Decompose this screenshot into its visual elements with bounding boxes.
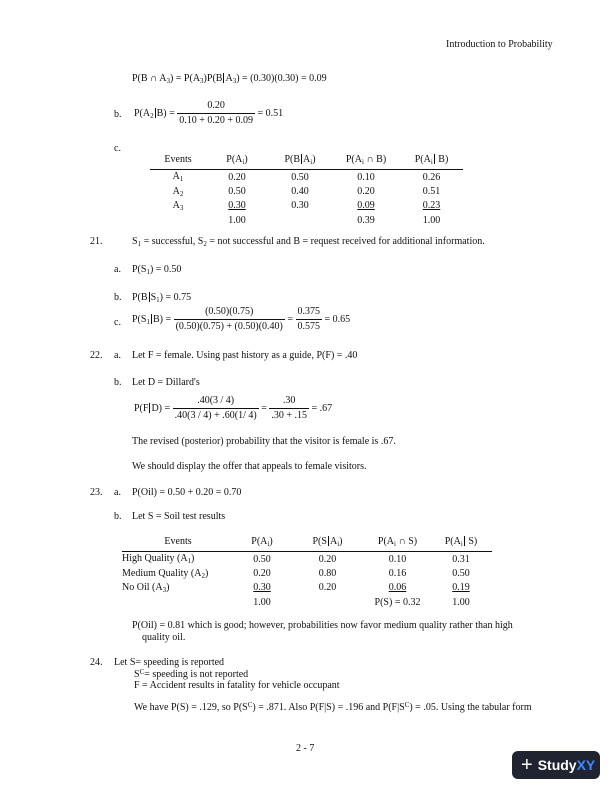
q22-fraction-2: $\frac{.30}{.30 + .15}$ bbox=[271, 395, 307, 421]
table-row: $A_2$ 0.50 0.40 0.20 0.51 bbox=[172, 185, 441, 198]
table-row: No Oil $(A_3)$ 0.30 0.20 0.06 0.19 bbox=[122, 582, 470, 595]
q23-b-label: b. bbox=[114, 511, 122, 522]
q22-b-equation: P(F D) = $\frac{.40(3 / 4)}{.40(3 / 4) + .60(1/ 4)}$ = $\frac{.30}{.30 + .15}$ = .67 bbox=[134, 395, 333, 421]
table-row: $A_1$ 0.20 0.50 0.10 0.26 bbox=[172, 171, 441, 184]
q24-line3: F = Accident results in fatality for vehicle occupant bbox=[134, 680, 340, 691]
q21-c-fraction-2: $\frac{0.375}{0.575}$ bbox=[297, 306, 321, 332]
table-row: Medium Quality $(A_2)$ 0.20 0.80 0.16 0.50 bbox=[122, 567, 470, 580]
q23-conclusion-cont: quality oil. bbox=[142, 632, 186, 643]
q22-conclusion-2: We should display the offer that appeals to female visitors. bbox=[132, 461, 367, 472]
q21-b-label: b. bbox=[114, 292, 122, 303]
q23-b-text: Let S = Soil test results bbox=[132, 511, 226, 522]
q23-number: 23. bbox=[90, 487, 103, 498]
q22-b-label: b. bbox=[114, 377, 122, 388]
q21-c-equation: $P(S_1$ B) = $\frac{(0.50)(0.75)}{(0.50)(0.75) + (0.50)(0.40)}$ = $\frac{0.375}{0.575}$ = 0.65 bbox=[132, 306, 351, 332]
table-header-row: Events $P(A_i)$ P(S $A_i$) $P(A_i$ ∩ S) $P(A_i$ S) bbox=[122, 535, 492, 552]
q20-b-fraction: $\frac{0.20}{0.10 + 0.20 + 0.09}$ bbox=[179, 100, 254, 126]
q20-table bbox=[150, 153, 463, 228]
q21-b-text: P(B $S_1) = 0.75$ bbox=[132, 292, 192, 304]
running-header: Introduction to Probability bbox=[446, 39, 553, 50]
table-total-row: 1.00 0.39 1.00 bbox=[228, 214, 441, 226]
table-total-row: 1.00 P(S) = 0.32 1.00 bbox=[253, 596, 470, 608]
q22-a-text: Let F = female. Using past history as a guide, P(F) = .40 bbox=[132, 350, 358, 361]
q23-a-label: a. bbox=[114, 487, 121, 498]
q22-b-text: Let D = Dillard's bbox=[132, 377, 200, 388]
q20-b-equation: $P(A_2$ B) = $\frac{0.20}{0.10 + 0.20 + 0.09}$ = 0.51 bbox=[134, 100, 284, 126]
q23-conclusion: P(Oil) = 0.81 which is good; however, probabilities now favor medium quality rather than high bbox=[132, 620, 513, 631]
q20-b-label: b. bbox=[114, 109, 122, 120]
q22-fraction-1: $\frac{.40(3 / 4)}{.40(3 / 4) + .60(1/ 4)}$ bbox=[174, 395, 257, 421]
page-number: 2 - 7 bbox=[296, 743, 315, 754]
q21-c-fraction-1: $\frac{(0.50)(0.75)}{(0.50)(0.75) + (0.50)(0.40)}$ bbox=[175, 306, 283, 332]
q22-a-label: a. bbox=[114, 350, 121, 361]
q20-c-label: c. bbox=[114, 143, 121, 154]
table-row: $A_3$ 0.30 0.30 0.09 0.23 bbox=[172, 200, 441, 213]
q23-table bbox=[122, 535, 492, 610]
q24-paragraph: We have P(S) = .129, so $P(S^C) = .871$. Also P(F|S) = .196 and $P(F|S^C) = .05$. Using the tabular form bbox=[134, 701, 532, 713]
q21-a-text: $P(S_1) = 0.50$ bbox=[132, 264, 182, 276]
q24-number: 24. bbox=[90, 657, 103, 668]
plus-icon: + bbox=[521, 754, 533, 776]
q22-conclusion-1: The revised (posterior) probability that the visitor is female is .67. bbox=[132, 436, 396, 447]
table-row: High Quality $(A_1)$ 0.50 0.20 0.10 0.31 bbox=[122, 553, 470, 566]
q22-number: 22. bbox=[90, 350, 103, 361]
logo-text: StudyXY bbox=[537, 757, 596, 773]
q23-a-text: P(Oil) = 0.50 + 0.20 = 0.70 bbox=[132, 487, 242, 498]
q20-line1: P(B ∩ $A_3) = P(A_3)P(B$ $A_3) = (0.30)(0.30) = 0.09$ bbox=[132, 73, 327, 85]
q21-number: 21. bbox=[90, 236, 103, 247]
q21-c-label: c. bbox=[114, 317, 121, 328]
studyxy-logo[interactable] bbox=[512, 751, 600, 779]
q21-a-label: a. bbox=[114, 264, 121, 275]
q24-line2: $S^C=$ speeding is not reported bbox=[134, 668, 249, 680]
q21-intro: $S_1$ = successful, $S_2$ = not successful and B = request received for additional information. bbox=[132, 236, 485, 248]
table-header-row: Events $P(A_i)$ P(B $A_i$) $P(A_i$ ∩ B) $P(A_i$ B) bbox=[150, 153, 463, 170]
q24-line1: Let S= speeding is reported bbox=[114, 657, 225, 668]
